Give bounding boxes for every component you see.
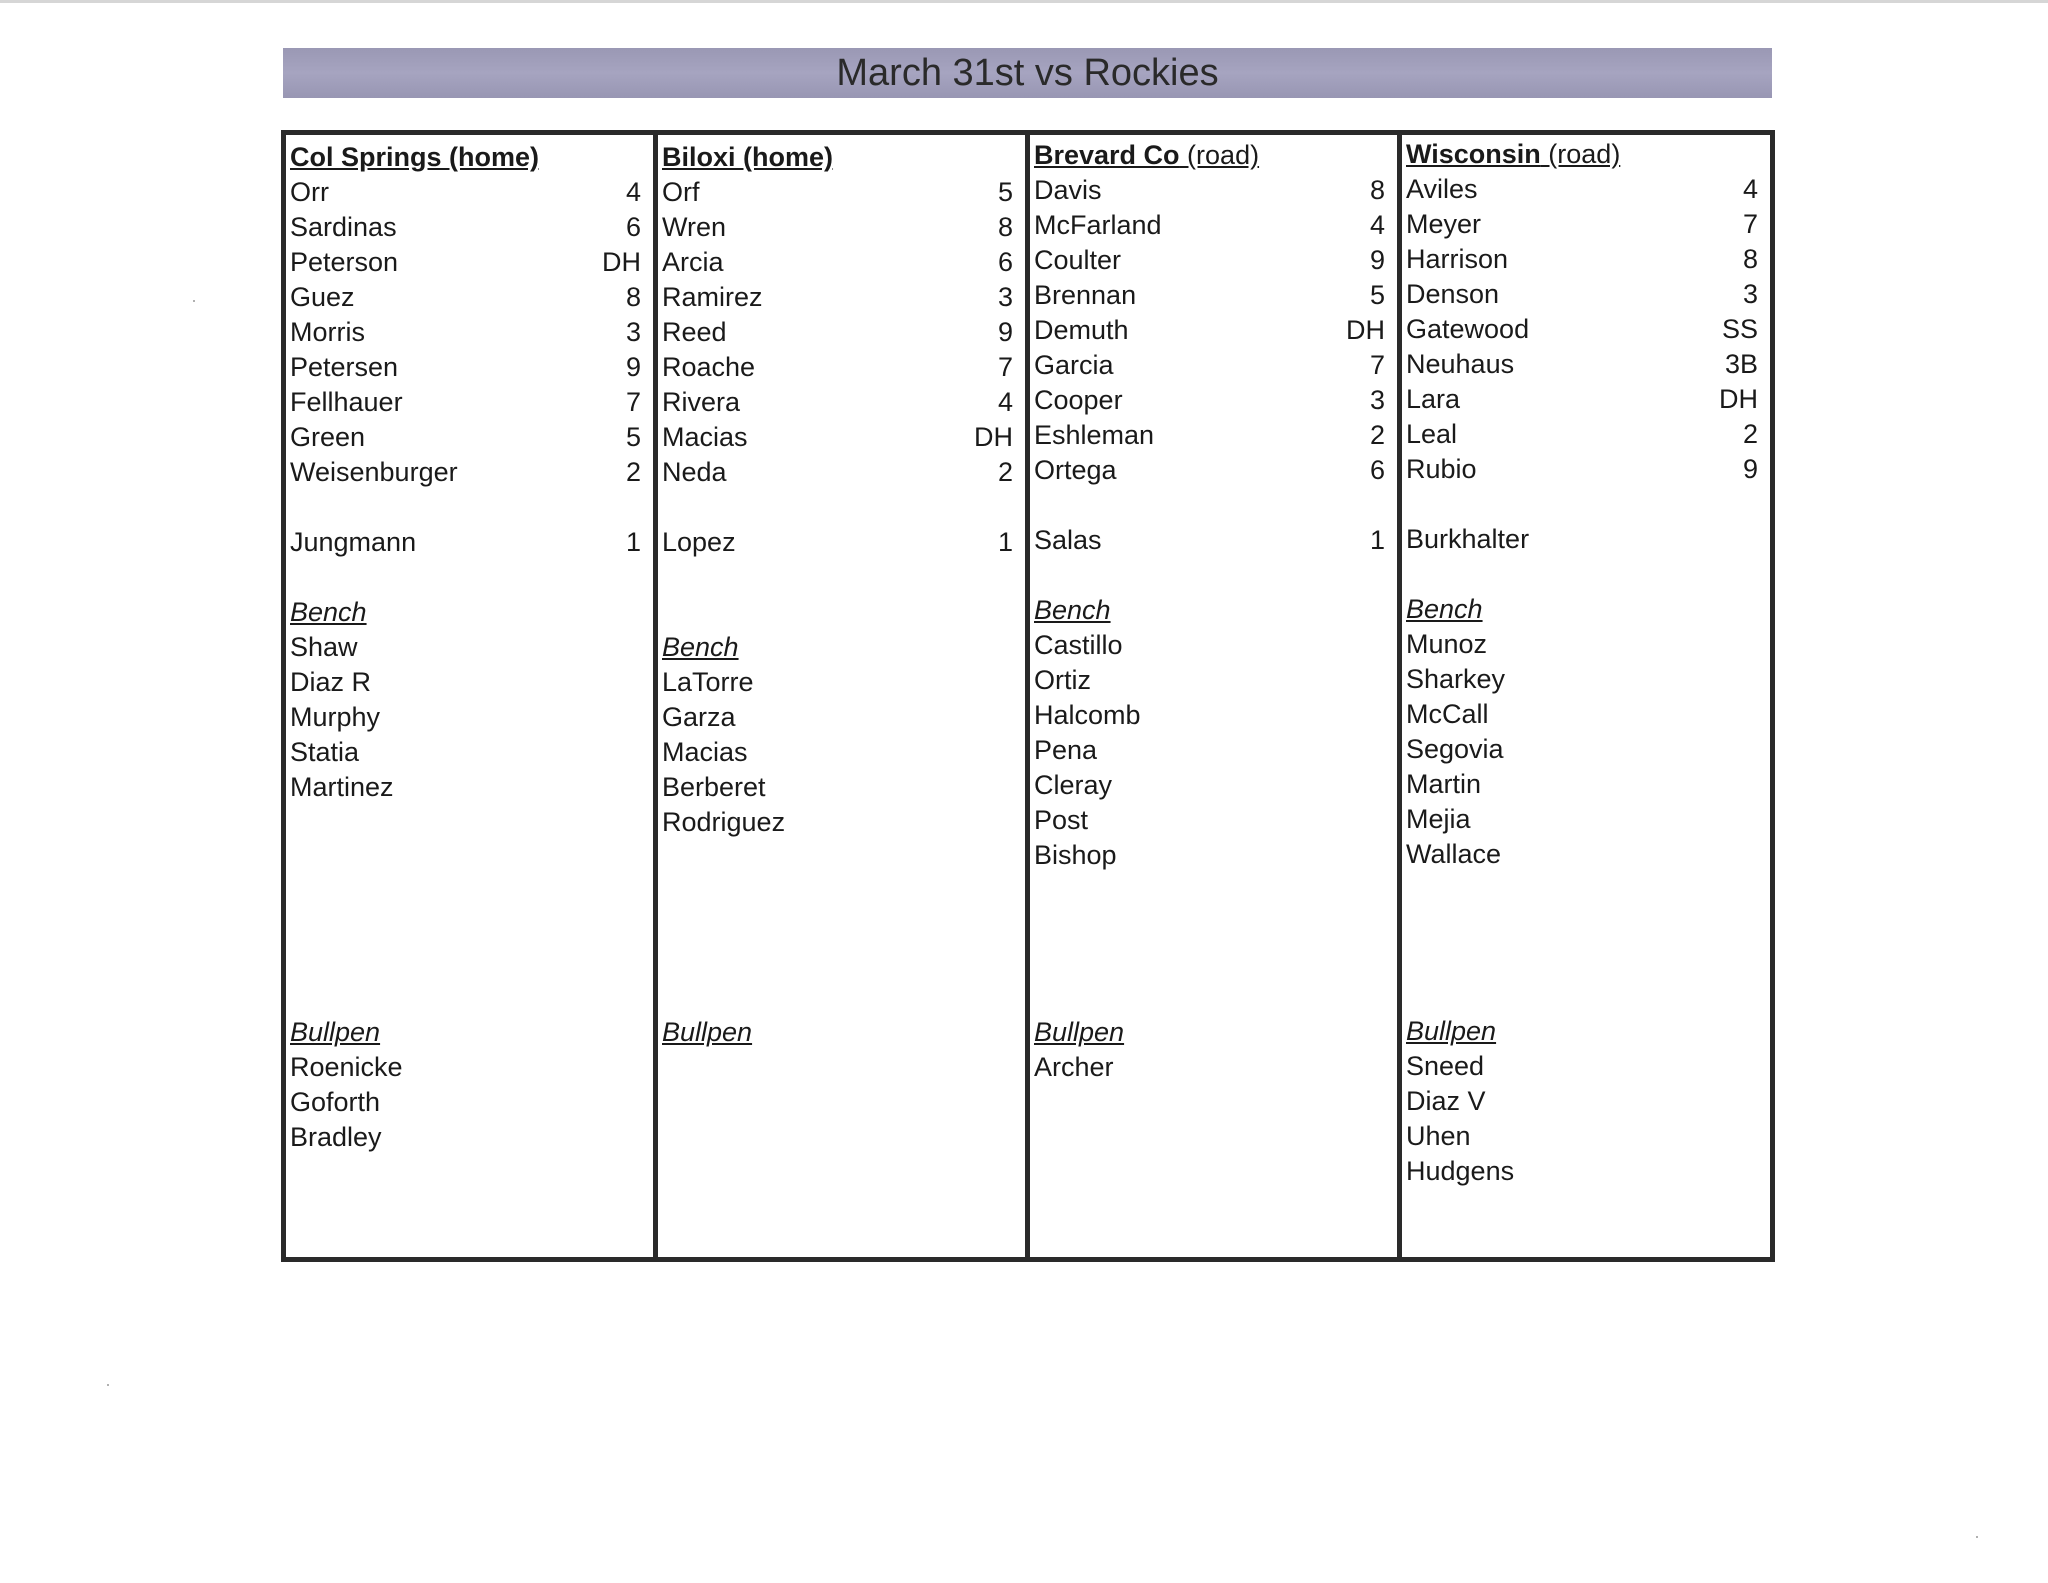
- player-name: Arcia: [662, 247, 724, 277]
- lineup-row: [290, 385, 641, 420]
- bench-player: [662, 805, 1013, 840]
- player-position: 9: [625, 352, 641, 382]
- spacer: [1034, 488, 1385, 523]
- bench-player: [662, 770, 1013, 805]
- lineup-row: [1406, 382, 1758, 417]
- player-position: 8: [1369, 175, 1385, 205]
- player-position: 8: [997, 212, 1013, 242]
- player-name: Neuhaus: [1406, 349, 1515, 379]
- bench-player-name: Post: [1034, 805, 1089, 835]
- spacer: [662, 595, 1013, 630]
- lineup-row: [662, 245, 1013, 280]
- bullpen-label: Bullpen: [1034, 1017, 1125, 1047]
- bullpen-player: [1034, 1050, 1385, 1085]
- pitcher-position: 1: [625, 527, 641, 557]
- bullpen-player: [1406, 1119, 1758, 1154]
- bullpen-section: [662, 1015, 1013, 1050]
- bullpen-player-name: Goforth: [290, 1087, 381, 1117]
- lineup-row: [662, 280, 1013, 315]
- bench-player: [1406, 767, 1758, 802]
- bench-player-name: Martinez: [290, 772, 394, 802]
- bullpen-player-name: Archer: [1034, 1052, 1114, 1082]
- spacer: [1406, 487, 1758, 522]
- bullpen-player: [290, 1120, 641, 1155]
- pitcher-name: Jungmann: [290, 527, 417, 557]
- bench-player-name: Berberet: [662, 772, 766, 802]
- lineup-row: [290, 280, 641, 315]
- player-name: Guez: [290, 282, 355, 312]
- bench-player-name: Ortiz: [1034, 665, 1091, 695]
- player-position: 2: [997, 457, 1013, 487]
- starting-pitcher-row: [1034, 523, 1385, 558]
- bench-player-name: Cleray: [1034, 770, 1113, 800]
- bench-player-name: Segovia: [1406, 734, 1504, 764]
- team-venue: (road): [1540, 139, 1621, 169]
- player-position: 5: [1369, 280, 1385, 310]
- player-position: 5: [625, 422, 641, 452]
- bench-player-name: LaTorre: [662, 667, 754, 697]
- starting-pitcher-row: [662, 525, 1013, 560]
- lineup-row: [662, 315, 1013, 350]
- bench-player-name: Halcomb: [1034, 700, 1141, 730]
- bench-player-name: Martin: [1406, 769, 1482, 799]
- player-name: Demuth: [1034, 315, 1129, 345]
- player-position: 8: [1742, 244, 1758, 274]
- bullpen-label: Bullpen: [290, 1017, 381, 1047]
- bench-label: Bench: [1406, 594, 1483, 624]
- player-name: Aviles: [1406, 174, 1478, 204]
- player-position: 7: [1369, 350, 1385, 380]
- bench-player: [662, 700, 1013, 735]
- player-name: Roache: [662, 352, 756, 382]
- bench-player-name: Diaz R: [290, 667, 372, 697]
- player-position: 3: [997, 282, 1013, 312]
- player-position: 9: [1742, 454, 1758, 484]
- player-position: DH: [974, 422, 1013, 452]
- lineup-row: [1406, 417, 1758, 452]
- player-position: 4: [625, 177, 641, 207]
- lineup-row: [1406, 207, 1758, 242]
- player-position: DH: [602, 247, 641, 277]
- bench-player: [290, 770, 641, 805]
- spacer: [662, 490, 1013, 525]
- player-position: 6: [625, 212, 641, 242]
- player-name: Peterson: [290, 247, 399, 277]
- lineup-row: [662, 455, 1013, 490]
- player-position: SS: [1721, 314, 1758, 344]
- player-position: 6: [997, 247, 1013, 277]
- player-name: Wren: [662, 212, 727, 242]
- lineup-row: [1034, 278, 1385, 313]
- scan-speck: [1976, 1536, 1978, 1538]
- lineup-row: [1406, 312, 1758, 347]
- player-position: 4: [1369, 210, 1385, 240]
- player-name: Orf: [662, 177, 700, 207]
- player-name: Rivera: [662, 387, 741, 417]
- lineup-row: [1406, 452, 1758, 487]
- player-name: Garcia: [1034, 350, 1114, 380]
- player-name: Sardinas: [290, 212, 397, 242]
- team-header: [1406, 137, 1758, 172]
- lineup-row: [290, 315, 641, 350]
- player-position: 4: [997, 387, 1013, 417]
- lineup-row: [290, 455, 641, 490]
- player-position: 7: [997, 352, 1013, 382]
- lineup-row: [662, 420, 1013, 455]
- bench-player: [662, 665, 1013, 700]
- player-position: 3: [1369, 385, 1385, 415]
- player-name: Brennan: [1034, 280, 1137, 310]
- pitcher-position: 1: [997, 527, 1013, 557]
- pitcher-name: Burkhalter: [1406, 524, 1530, 554]
- bench-player: [1034, 628, 1385, 663]
- player-position: 7: [1742, 209, 1758, 239]
- lineup-row: [1406, 277, 1758, 312]
- bullpen-player: [290, 1085, 641, 1120]
- lineup-row: [662, 350, 1013, 385]
- pitcher-position: [1718, 522, 1758, 557]
- team-name: Brevard Co: [1034, 140, 1180, 170]
- team-name: Wisconsin: [1406, 139, 1541, 169]
- bench-player-name: Garza: [662, 702, 736, 732]
- player-name: Cooper: [1034, 385, 1123, 415]
- player-name: Gatewood: [1406, 314, 1530, 344]
- bullpen-player: [1406, 1049, 1758, 1084]
- lineup-row: [1406, 172, 1758, 207]
- bench-player-name: Wallace: [1406, 839, 1502, 869]
- bench-player-name: McCall: [1406, 699, 1489, 729]
- bench-player-name: Macias: [662, 737, 748, 767]
- bench-player: [1406, 662, 1758, 697]
- player-name: McFarland: [1034, 210, 1162, 240]
- pitcher-name: Salas: [1034, 525, 1102, 555]
- bench-player: [1406, 802, 1758, 837]
- scan-speck: [193, 300, 195, 302]
- lineup-row: [290, 245, 641, 280]
- pitcher-position: 1: [1369, 525, 1385, 555]
- bullpen-label: Bullpen: [662, 1017, 753, 1047]
- team-column: [286, 135, 658, 1257]
- team-roster: [1406, 137, 1758, 872]
- lineup-row: [1406, 242, 1758, 277]
- team-roster: [1034, 138, 1385, 873]
- player-name: Eshleman: [1034, 420, 1155, 450]
- page-top-edge: [0, 0, 2048, 3]
- lineup-row: [1034, 208, 1385, 243]
- player-position: DH: [1719, 384, 1758, 414]
- lineup-row: [662, 210, 1013, 245]
- lineup-row: [1034, 418, 1385, 453]
- player-name: Denson: [1406, 279, 1500, 309]
- bench-label: Bench: [1034, 595, 1111, 625]
- lineup-row: [1034, 313, 1385, 348]
- bench-player: [1034, 663, 1385, 698]
- spacer: [662, 560, 1013, 595]
- bench-player: [290, 700, 641, 735]
- bench-player: [1034, 733, 1385, 768]
- player-name: Harrison: [1406, 244, 1509, 274]
- player-position: 9: [1369, 245, 1385, 275]
- team-roster: [662, 140, 1013, 840]
- team-header: [290, 140, 641, 175]
- bullpen-player: [290, 1050, 641, 1085]
- bench-player-name: Sharkey: [1406, 664, 1506, 694]
- bullpen-player-name: Diaz V: [1406, 1086, 1486, 1116]
- spacer: [290, 490, 641, 525]
- bench-player: [1406, 697, 1758, 732]
- bench-player-name: Castillo: [1034, 630, 1123, 660]
- player-position: 6: [1369, 455, 1385, 485]
- bullpen-player: [1406, 1084, 1758, 1119]
- lineup-row: [290, 420, 641, 455]
- bench-player-name: Statia: [290, 737, 360, 767]
- bullpen-label: Bullpen: [1406, 1016, 1497, 1046]
- player-position: 4: [1742, 174, 1758, 204]
- team-header: [1034, 138, 1385, 173]
- lineup-row: [290, 175, 641, 210]
- team-header: [662, 140, 1013, 175]
- lineup-row: [1034, 453, 1385, 488]
- starting-pitcher-row: [1406, 522, 1758, 557]
- bench-player: [1406, 732, 1758, 767]
- team-name: Col Springs (home): [290, 142, 539, 172]
- lineup-row: [1034, 348, 1385, 383]
- bench-player-name: Murphy: [290, 702, 381, 732]
- player-position: 2: [1742, 419, 1758, 449]
- player-name: Lara: [1406, 384, 1461, 414]
- bullpen-player-name: Sneed: [1406, 1051, 1485, 1081]
- player-position: 3B: [1724, 349, 1758, 379]
- bench-player-name: Rodriguez: [662, 807, 786, 837]
- bench-player-name: Shaw: [290, 632, 358, 662]
- player-name: Petersen: [290, 352, 399, 382]
- scan-speck: [107, 1384, 109, 1386]
- player-name: Morris: [290, 317, 365, 347]
- spacer: [1034, 558, 1385, 593]
- bullpen-player-name: Hudgens: [1406, 1156, 1515, 1186]
- lineup-row: [1406, 347, 1758, 382]
- bench-player: [1406, 837, 1758, 872]
- bench-player: [290, 630, 641, 665]
- player-name: Ortega: [1034, 455, 1117, 485]
- player-position: 5: [997, 177, 1013, 207]
- bench-label: Bench: [662, 632, 739, 662]
- lineup-row: [662, 385, 1013, 420]
- bullpen-player-name: Bradley: [290, 1122, 382, 1152]
- player-name: Ramirez: [662, 282, 763, 312]
- player-name: Reed: [662, 317, 727, 347]
- lineup-row: [1034, 243, 1385, 278]
- lineup-row: [290, 210, 641, 245]
- player-position: 3: [625, 317, 641, 347]
- player-position: 3: [1742, 279, 1758, 309]
- team-column: [658, 135, 1030, 1257]
- player-position: 2: [625, 457, 641, 487]
- player-name: Coulter: [1034, 245, 1122, 275]
- bullpen-player-name: Roenicke: [290, 1052, 403, 1082]
- player-position: DH: [1346, 315, 1385, 345]
- player-name: Leal: [1406, 419, 1458, 449]
- bench-player-name: Bishop: [1034, 840, 1117, 870]
- lineup-row: [1034, 383, 1385, 418]
- player-position: 2: [1369, 420, 1385, 450]
- player-name: Orr: [290, 177, 329, 207]
- team-roster: [290, 140, 641, 805]
- player-name: Rubio: [1406, 454, 1477, 484]
- pitcher-name: Lopez: [662, 527, 736, 557]
- bench-player: [1034, 803, 1385, 838]
- player-position: 9: [997, 317, 1013, 347]
- bullpen-section: [290, 1015, 641, 1155]
- bench-player: [1034, 768, 1385, 803]
- bench-player: [662, 735, 1013, 770]
- lineup-row: [290, 350, 641, 385]
- bullpen-player-name: Uhen: [1406, 1121, 1471, 1151]
- bullpen-player: [1406, 1154, 1758, 1189]
- team-name: Biloxi (home): [662, 142, 834, 172]
- bench-player: [1034, 838, 1385, 873]
- lineup-grid: [281, 130, 1775, 1262]
- lineup-row: [1034, 173, 1385, 208]
- page-title: March 31st vs Rockies: [283, 48, 1772, 98]
- spacer: [1406, 557, 1758, 592]
- spacer: [290, 560, 641, 595]
- player-name: Green: [290, 422, 366, 452]
- bench-player: [290, 665, 641, 700]
- bullpen-section: [1034, 1015, 1385, 1085]
- player-name: Fellhauer: [290, 387, 403, 417]
- bench-player-name: Mejia: [1406, 804, 1471, 834]
- player-name: Macias: [662, 422, 748, 452]
- bench-player: [1034, 698, 1385, 733]
- bench-player: [290, 735, 641, 770]
- bench-player-name: Munoz: [1406, 629, 1488, 659]
- player-position: 8: [625, 282, 641, 312]
- bench-label: Bench: [290, 597, 367, 627]
- bullpen-section: [1406, 1014, 1758, 1189]
- team-column: [1402, 135, 1770, 1257]
- bench-player-name: Pena: [1034, 735, 1098, 765]
- team-venue: (road): [1179, 140, 1260, 170]
- player-name: Neda: [662, 457, 727, 487]
- player-name: Weisenburger: [290, 457, 458, 487]
- player-position: 7: [625, 387, 641, 417]
- player-name: Meyer: [1406, 209, 1482, 239]
- player-name: Davis: [1034, 175, 1102, 205]
- team-column: [1030, 135, 1402, 1257]
- lineup-row: [662, 175, 1013, 210]
- bench-player: [1406, 627, 1758, 662]
- starting-pitcher-row: [290, 525, 641, 560]
